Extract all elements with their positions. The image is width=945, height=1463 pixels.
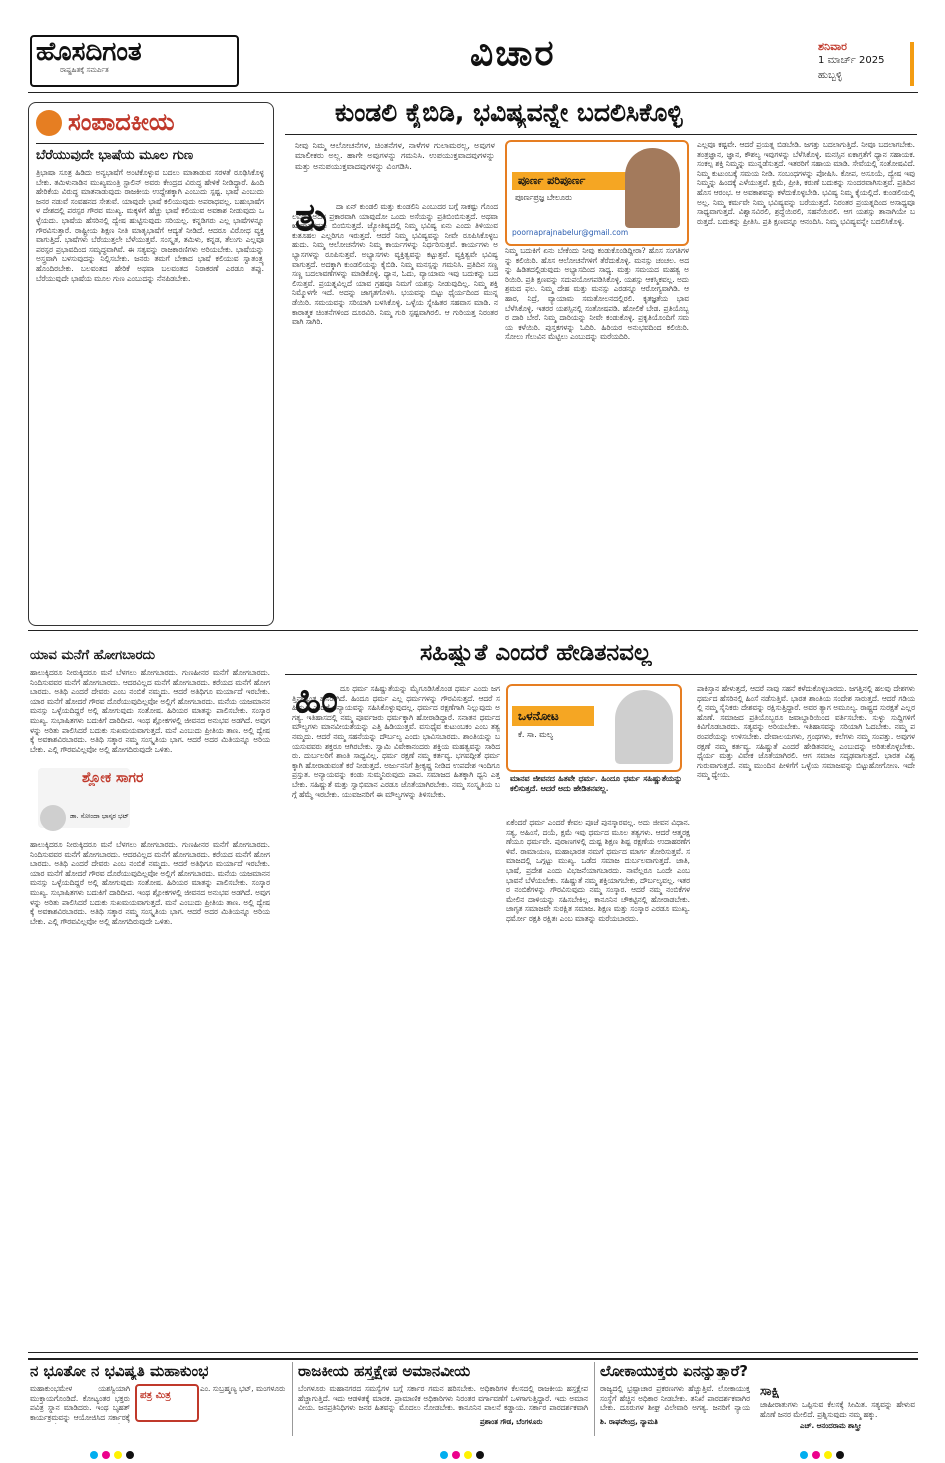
letter2-author: ಪ್ರಶಾಂತ ಗೌಡ, ಬೆಂಗಳೂರು bbox=[480, 1418, 543, 1426]
section-title: ವಿಚಾರ bbox=[470, 33, 556, 74]
registration-dots-center bbox=[440, 1444, 488, 1463]
editorial-headline: ಬೆರೆಯುವುದೇ ಭಾಷೆಯ ಮೂಲ ಗುಣ bbox=[36, 148, 194, 163]
date-full: 1 ಮಾರ್ಚ್ 2025 bbox=[818, 55, 885, 66]
saakshi-body: ಜಾಹೀರಾತುಗಳು ಒಪ್ಪಿಸುವ ಕೆಲಸಕ್ಕೆ ಸೀಮಿತ. ಸತ್ಯವನ್ನು ಹೇಳುವ ಹೊಣೆ ಜನರ ಮೇಲಿದೆ. ಪ್ರಶ್ನಿಸುವುದು ನಮ್ಮ ಹಕ್ಕು. bbox=[760, 1400, 915, 1419]
article1-body-col1: ದಾ ಏನ್ ಕುಂಡಲಿ ಮತ್ತು ಕುಂಡಲಿನಿ ಎಂಬುದರ ಬಗ್ಗೆ ಸಾಕಷ್ಟು ಗೊಂದಲವಿದೆ. ಅದರ ಪ್ರಕಾರವಾಗಿ ಯಾವುದೋ ಒಂದು ಅಸೆಯನ್ನು ಪ್ರತಿಬಿಂಬಿಸುತ್ತದೆ. ಅಥವಾ ಋಣಾತ್ಮಕವನ್ನು ಬಿಂಬಿಸುತ್ತದೆ. ಜ್ಯೋತಿಷ್ಯದಲ್ಲಿ ನಿಮ್ಮ ಭವಿಷ್ಯ ಏನು ಎಂದು ತಿಳಿಯುವ ಕುತೂಹಲ ಎಲ್ಲರಿಗೂ ಇರುತ್ತದೆ. ಆದರೆ ನಿಮ್ಮ ಭವಿಷ್ಯವನ್ನು ನೀವೇ ರೂಪಿಸಿಕೊಳ್ಳಬಹುದು. ನಿಮ್ಮ ಆಲೋಚನೆಗಳು ನಿಮ್ಮ ಕಾರ್ಯಗಳನ್ನು ನಿರ್ಧರಿಸುತ್ತವೆ. ಕಾರ್ಯಗಳು ಅಭ್ಯಾಸಗಳನ್ನು ರೂಪಿಸುತ್ತವೆ. ಅಭ್ಯಾಸಗಳು ವ್ಯಕ್ತಿತ್ವವನ್ನು ಕಟ್ಟುತ್ತವೆ. ವ್ಯಕ್ತಿತ್ವವೇ ಭವಿಷ್ಯವಾಗುತ್ತದೆ. ಅದಕ್ಕಾಗಿ ಕುಂಡಲಿಯನ್ನು ಕೈಬಿಡಿ. ನಿಮ್ಮ ಮನಸ್ಸನ್ನು ಗಮನಿಸಿ. ಪ್ರತಿದಿನ ಸಣ್ಣ ಸಣ್ಣ ಬದಲಾವಣೆಗಳನ್ನು ಮಾಡಿಕೊಳ್ಳಿ. ಧ್ಯಾನ, ಓದು, ವ್ಯಾಯಾಮ ಇವು ಬದುಕನ್ನು ಬದಲಿಸುತ್ತವೆ. ಪ್ರಯತ್ನವಿಲ್ಲದೆ ಯಾವ ಗ್ರಹವೂ ನಿಮಗೆ ಯಶಸ್ಸು ನೀಡುವುದಿಲ್ಲ. ನಿಮ್ಮ ಶಕ್ತಿ ನಿಮ್ಮೊಳಗೇ ಇದೆ. ಅದನ್ನು ಜಾಗೃತಗೊಳಿಸಿ. ಭಯವನ್ನು ಬಿಟ್ಟು ಧೈರ್ಯದಿಂದ ಮುನ್ನಡೆಯಿರಿ. ಸಮಯವನ್ನು ಸರಿಯಾಗಿ ಬಳಸಿಕೊಳ್ಳಿ. ಒಳ್ಳೆಯ ಸ್ನೇಹಿತರ ಸಹವಾಸ ಮಾಡಿ. ನಕಾರಾತ್ಮಕ ಚಿಂತನೆಗಳಿಂದ ದೂರವಿರಿ. ನಿಮ್ಮ ಗುರಿ ಸ್ಪಷ್ಟವಾಗಿರಲಿ. ಆ ಗುರಿಯತ್ತ ನಿರಂತರವಾಗಿ ಸಾಗಿರಿ. bbox=[292, 202, 498, 327]
date-place: ಹುಬ್ಬಳ್ಳಿ bbox=[818, 70, 843, 81]
article1-author: ಪೂರ್ಣಪ್ರಜ್ಞ ಬೇಲೂರು bbox=[515, 193, 572, 202]
letter1-author: ಎಂ. ಸುಬ್ರಹ್ಮಣ್ಯ ಭಟ್, ಮಂಗಳೂರು bbox=[200, 1384, 286, 1393]
shloka-label: ಶ್ಲೋಕ ಸಾಗರ bbox=[82, 770, 144, 786]
letter2-headline: ರಾಜಕೀಯ ಹಸ್ತಕ್ಷೇಪ ಅಮಾನವೀಯ bbox=[298, 1362, 471, 1380]
editorial-rule bbox=[36, 143, 264, 144]
article1-body-col3: ಎಲ್ಲವೂ ಕಷ್ಟವೇ. ಆದರೆ ಪ್ರಯತ್ನ ಬಿಡಬೇಡಿ. ಜಗತ್ತು ಬದಲಾಗುತ್ತಿದೆ. ನೀವೂ ಬದಲಾಗಬೇಕು. ತಂತ್ರಜ್ಞಾನ, ಜ್ಞಾನ, ಕೌಶಲ್ಯ ಇವುಗಳನ್ನು ಬೆಳೆಸಿಕೊಳ್ಳಿ. ಮನಸ್ಸಿನ ಏಕಾಗ್ರತೆಗೆ ಧ್ಯಾನ ಸಹಾಯಕ. ಸಂಕಲ್ಪ ಶಕ್ತಿ ನಿಮ್ಮನ್ನು ಮುನ್ನಡೆಸುತ್ತದೆ. ಇತರರಿಗೆ ಸಹಾಯ ಮಾಡಿ. ಸೇವೆಯಲ್ಲಿ ಸಂತೋಷವಿದೆ. ನಿಮ್ಮ ಕುಟುಂಬಕ್ಕೆ ಸಮಯ ನೀಡಿ. ಸಂಬಂಧಗಳನ್ನು ಪೋಷಿಸಿ. ಕೋಪ, ಅಸೂಯೆ, ದ್ವೇಷ ಇವು ನಿಮ್ಮನ್ನು ಹಿಂದಕ್ಕೆ ಎಳೆಯುತ್ತವೆ. ಕ್ಷಮೆ, ಪ್ರೀತಿ, ಕರುಣೆ ಬದುಕನ್ನು ಸುಂದರವಾಗಿಸುತ್ತವೆ. ಪ್ರತಿದಿನ ಹೊಸ ಆರಂಭ. ಆ ಅವಕಾಶವನ್ನು ಕಳೆದುಕೊಳ್ಳಬೇಡಿ. ಭವಿಷ್ಯ ನಿಮ್ಮ ಕೈಯಲ್ಲಿದೆ. ಕುಂಡಲಿಯಲ್ಲಿ ಅಲ್ಲ. ನಿಮ್ಮ ಕರ್ಮವೇ ನಿಮ್ಮ ಭವಿಷ್ಯವನ್ನು ಬರೆಯುತ್ತದೆ. ನಿರಂತರ ಪ್ರಯತ್ನದಿಂದ ಅಸಾಧ್ಯವೂ ಸಾಧ್ಯವಾಗುತ್ತದೆ. ವಿಶ್ವಾಸವಿರಲಿ, ಶ್ರದ್ಧೆಯಿರಲಿ, ಸಹನೆಯಿರಲಿ. ಆಗ ಯಶಸ್ಸು ತಾನಾಗಿಯೇ ಬರುತ್ತದೆ. ಬದುಕನ್ನು ಪ್ರೀತಿಸಿ. ಪ್ರತಿ ಕ್ಷಣವನ್ನೂ ಆನಂದಿಸಿ. ನಿಮ್ಮ ಭವಿಷ್ಯವನ್ನೇ ಬದಲಿಸಿಕೊಳ್ಳಿ. bbox=[697, 140, 915, 226]
article2-body-col2: ಏಕೆಂದರೆ ಧರ್ಮ ಎಂದರೆ ಕೇವಲ ಪೂಜೆ ಪುನಸ್ಕಾರವಲ್ಲ. ಅದು ಜೀವನ ವಿಧಾನ. ಸತ್ಯ, ಅಹಿಂಸೆ, ದಯೆ, ಕ್ಷಮೆ ಇವು ಧರ್ಮದ ಮೂಲ ತತ್ವಗಳು. ಆದರೆ ಆತ್ಮರಕ್ಷಣೆಯೂ ಧರ್ಮವೇ. ಪುರಾಣಗಳಲ್ಲಿ ದುಷ್ಟ ಶಿಕ್ಷಣ ಶಿಷ್ಟ ರಕ್ಷಣೆಯ ಉದಾಹರಣೆಗಳಿವೆ. ರಾಮಾಯಣ, ಮಹಾಭಾರತ ನಮಗೆ ಧರ್ಮದ ಮಾರ್ಗ ತೋರಿಸುತ್ತವೆ. ಸಮಾಜದಲ್ಲಿ ಒಗ್ಗಟ್ಟು ಮುಖ್ಯ. ಒಡೆದ ಸಮಾಜ ದುರ್ಬಲವಾಗುತ್ತದೆ. ಜಾತಿ, ಭಾಷೆ, ಪ್ರದೇಶ ಎಂದು ವಿಭಜನೆಯಾಗಬಾರದು. ನಾವೆಲ್ಲರೂ ಒಂದೇ ಎಂಬ ಭಾವನೆ ಬೆಳೆಯಬೇಕು. ಸಹಿಷ್ಣುತೆ ನಮ್ಮ ಶಕ್ತಿಯಾಗಬೇಕು, ದೌರ್ಬಲ್ಯವಲ್ಲ. ಇತರರ ನಂಬಿಕೆಗಳನ್ನು ಗೌರವಿಸುವುದು ನಮ್ಮ ಸಂಸ್ಕಾರ. ಆದರೆ ನಮ್ಮ ನಂಬಿಕೆಗಳ ಮೇಲಿನ ದಾಳಿಯನ್ನು ಸಹಿಸಬೇಕಿಲ್ಲ. ಕಾನೂನಿನ ಚೌಕಟ್ಟಿನಲ್ಲಿ ಹೋರಾಡಬೇಕು. ಜಾಗೃತ ಸಮಾಜವೇ ಸುರಕ್ಷಿತ ಸಮಾಜ. ಶಿಕ್ಷಣ ಮತ್ತು ಸಂಸ್ಕಾರ ಎರಡೂ ಮುಖ್ಯ. ಧರ್ಮೋ ರಕ್ಷತಿ ರಕ್ಷಿತಃ ಎಂಬ ಮಾತನ್ನು ಮರೆಯಬಾರದು. bbox=[506, 818, 690, 923]
editorial-body: ತ್ರಿಭಾಷಾ ಸೂತ್ರ ಹಿಡಿದು ಅನ್ಯಭಾಷೆಗೆ ಅಂಟಿಕೊಳ್ಳುವ ಬದಲು ಮಾತಾಡುವ ಸರಳತೆ ರೂಢಿಸಿಕೊಳ್ಳಬೇಕು. ತಮಿಳುನಾಡಿನ ಮುಖ್ಯಮಂತ್ರಿ ಸ್ಟಾಲಿನ್ ಅವರು ಕೇಂದ್ರದ ವಿರುದ್ಧ ಹೇಳಿಕೆ ನೀಡಿದ್ದಾರೆ. ಹಿಂದಿ ಹೇರಿಕೆಯ ವಿರುದ್ಧ ಮಾತನಾಡುವುದು ರಾಜಕೀಯ ಉದ್ದೇಶಕ್ಕಾಗಿ ಎಂಬುದು ಸ್ಪಷ್ಟ. ಭಾಷೆ ಎಂಬುದು ಜನರ ನಡುವೆ ಸಂವಹನದ ಸೇತುವೆ. ಯಾವುದೇ ಭಾಷೆ ಕಲಿಯುವುದು ಅಪರಾಧವಲ್ಲ. ಬಹುಭಾಷೆಗಳ ದೇಶದಲ್ಲಿ ಪರಸ್ಪರ ಗೌರವ ಮುಖ್ಯ. ಮಕ್ಕಳಿಗೆ ಹೆಚ್ಚು ಭಾಷೆ ಕಲಿಯುವ ಅವಕಾಶ ನೀಡುವುದು ಒಳ್ಳೆಯದು. ಭಾಷೆಯ ಹೆಸರಿನಲ್ಲಿ ದ್ವೇಷ ಹುಟ್ಟಿಸುವುದು ಸರಿಯಲ್ಲ. ಕನ್ನಡಿಗರು ಎಲ್ಲ ಭಾಷೆಗಳನ್ನೂ ಗೌರವಿಸುತ್ತಾರೆ. ರಾಷ್ಟ್ರೀಯ ಶಿಕ್ಷಣ ನೀತಿ ಮಾತೃಭಾಷೆಗೆ ಆದ್ಯತೆ ನೀಡಿದೆ. ಆದರೂ ವಿರೋಧ ವ್ಯಕ್ತವಾಗುತ್ತಿದೆ. ಭಾಷೆಗಳು ಬೆರೆಯುತ್ತಲೇ ಬೆಳೆಯುತ್ತವೆ. ಸಂಸ್ಕೃತ, ತಮಿಳು, ಕನ್ನಡ, ತೆಲುಗು ಎಲ್ಲವೂ ಪರಸ್ಪರ ಪ್ರಭಾವದಿಂದ ಸಮೃದ್ಧವಾಗಿವೆ. ಈ ಸತ್ಯವನ್ನು ರಾಜಕಾರಣಿಗಳು ಅರಿಯಬೇಕು. ಭಾಷೆಯನ್ನು ಅಸ್ತ್ರವಾಗಿ ಬಳಸುವುದನ್ನು ನಿಲ್ಲಿಸಬೇಕು. ಜನರು ತಮಗೆ ಬೇಕಾದ ಭಾಷೆ ಕಲಿಯುವ ಸ್ವಾತಂತ್ರ್ಯ ಹೊಂದಿರಬೇಕು. ಬಲವಂತದ ಹೇರಿಕೆ ಅಥವಾ ಬಲವಂತದ ನಿರಾಕರಣೆ ಎರಡೂ ತಪ್ಪು. ಬೆರೆಯುವುದೇ ಭಾಷೆಯ ಮೂಲ ಗುಣ ಎಂಬುದನ್ನು ನೆನಪಿಡಬೇಕು. bbox=[36, 168, 264, 283]
newspaper-logo: ಹೊಸದಿಗಂತ bbox=[36, 37, 142, 67]
registration-dots-right bbox=[800, 1444, 848, 1463]
letter2-body: ಬೆಂಗಳೂರು ಮಹಾನಗರದ ಸಮಸ್ಯೆಗಳ ಬಗ್ಗೆ ಸರ್ಕಾರ ಗಮನ ಹರಿಸಬೇಕು. ಅಧಿಕಾರಿಗಳ ಕೆಲಸದಲ್ಲಿ ರಾಜಕೀಯ ಹಸ್ತಕ್ಷೇಪ ಹೆಚ್ಚಾಗುತ್ತಿದೆ. ಇದು ಆಡಳಿತಕ್ಕೆ ಮಾರಕ. ಪ್ರಾಮಾಣಿಕ ಅಧಿಕಾರಿಗಳು ನಿರಂತರ ವರ್ಗಾವಣೆಗೆ ಒಳಗಾಗುತ್ತಿದ್ದಾರೆ. ಇದು ಅಮಾನವೀಯ. ಜನಪ್ರತಿನಿಧಿಗಳು ಜನರ ಹಿತವನ್ನು ಮೊದಲು ನೋಡಬೇಕು. ಕಾನೂನಿನ ಪಾಲನೆ ಕಡ್ಡಾಯ. ಸರ್ಕಾರ ಪಾರದರ್ಶಕವಾಗಿ bbox=[298, 1384, 588, 1413]
article2-rule bbox=[285, 674, 917, 675]
letter1-body: ಮಹಾಕುಂಭಮೇಳ ಯಶಸ್ವಿಯಾಗಿ ಮುಕ್ತಾಯಗೊಂಡಿದೆ. ಕೋಟ್ಯಂತರ ಭಕ್ತರು ಪವಿತ್ರ ಸ್ನಾನ ಮಾಡಿದರು. ಇಂಥ ಬೃಹತ್ ಕಾರ್ಯಕ್ರಮವನ್ನು ಆಯೋಜಿಸಿದ ಸರ್ಕಾರಕ್ಕೆ bbox=[30, 1384, 130, 1422]
shloka-author: ಡಾ. ಸೋಂದಾ ಭಾಸ್ಕರ ಭಟ್ bbox=[70, 812, 129, 820]
date-day: ಶನಿವಾರ bbox=[818, 40, 847, 53]
article2-column-label: ಒಳನೋಟ bbox=[512, 706, 594, 726]
logo-tagline: ರಾಷ್ಟ್ರಹಿತಕ್ಕೆ ಸಮರ್ಪಿತ bbox=[60, 66, 109, 74]
article2-body-col3: ಪಾಕಿಸ್ತಾನ ಹೇಳುತ್ತದೆ, ಆದರೆ ನಾವು ಸಹನೆ ಕಳೆದುಕೊಳ್ಳಬಾರದು. ಜಗತ್ತಿನಲ್ಲಿ ಹಲವು ದೇಶಗಳು ಧರ್ಮದ ಹೆಸರಿನಲ್ಲಿ ಹಿಂಸೆ ನಡೆಸುತ್ತಿವೆ. ಭಾರತ ಶಾಂತಿಯ ಸಂದೇಶ ಸಾರುತ್ತದೆ. ಆದರೆ ಗಡಿಯಲ್ಲಿ ನಮ್ಮ ಸೈನಿಕರು ದೇಶವನ್ನು ರಕ್ಷಿಸುತ್ತಿದ್ದಾರೆ. ಅವರ ತ್ಯಾಗ ಅಮೂಲ್ಯ. ರಾಷ್ಟ್ರದ ಸುರಕ್ಷತೆ ಎಲ್ಲರ ಹೊಣೆ. ಸಮಾಜದ ಪ್ರತಿಯೊಬ್ಬರೂ ಜವಾಬ್ದಾರಿಯಿಂದ ವರ್ತಿಸಬೇಕು. ಸುಳ್ಳು ಸುದ್ದಿಗಳಿಗೆ ಕಿವಿಗೊಡಬಾರದು. ಸತ್ಯವನ್ನು ಅರಿಯಬೇಕು. ಇತಿಹಾಸವನ್ನು ಸರಿಯಾಗಿ ಓದಬೇಕು. ನಮ್ಮ ಪರಂಪರೆಯನ್ನು ಉಳಿಸಬೇಕು. ದೇವಾಲಯಗಳು, ಗ್ರಂಥಗಳು, ಕಲೆಗಳು ನಮ್ಮ ಸಂಪತ್ತು. ಅವುಗಳ ರಕ್ಷಣೆ ನಮ್ಮ ಕರ್ತವ್ಯ. ಸಹಿಷ್ಣುತೆ ಎಂದರೆ ಹೇಡಿತನವಲ್ಲ ಎಂಬುದನ್ನು ಅರಿತುಕೊಳ್ಳಬೇಕು. ಧೈರ್ಯ ಮತ್ತು ವಿವೇಕ ಜೊತೆಯಾಗಿರಲಿ. ಆಗ ಸಮಾಜ ಸದೃಢವಾಗುತ್ತದೆ. ಭಾರತ ವಿಶ್ವಗುರುವಾಗುತ್ತದೆ. ನಮ್ಮ ಮುಂದಿನ ಪೀಳಿಗೆಗೆ ಒಳ್ಳೆಯ ಸಮಾಜವನ್ನು ಬಿಟ್ಟುಹೋಗೋಣ. ಇದೇ ನಮ್ಮ ಧ್ಯೇಯ. bbox=[697, 684, 915, 780]
article2-body-col1: ದೂ ಧರ್ಮ ಸಹಿಷ್ಣುತೆಯನ್ನು ಮೈಗೂಡಿಸಿಕೊಂಡ ಧರ್ಮ ಎಂದು ಜಗತ್ತಿನಾದ್ಯಂತ ಹೆಸರಾಗಿದೆ. ಹಿಂದೂ ಧರ್ಮ ಎಲ್ಲ ಧರ್ಮಗಳನ್ನು ಗೌರವಿಸುತ್ತದೆ. ಆದರೆ ಸಹಿಷ್ಣುತೆ ಎಂದರೆ ಅನ್ಯಾಯವನ್ನು ಸಹಿಸಿಕೊಳ್ಳುವುದಲ್ಲ. ಧರ್ಮದ ರಕ್ಷಣೆಗಾಗಿ ನಿಲ್ಲುವುದು ಅಗತ್ಯ. ಇತಿಹಾಸದಲ್ಲಿ ನಮ್ಮ ಪೂರ್ವಜರು ಧರ್ಮಕ್ಕಾಗಿ ಹೋರಾಡಿದ್ದಾರೆ. ಸನಾತನ ಧರ್ಮದ ಮೌಲ್ಯಗಳು ಮಾನವೀಯತೆಯನ್ನು ಎತ್ತಿ ಹಿಡಿಯುತ್ತವೆ. ವಸುಧೈವ ಕುಟುಂಬಕಂ ಎಂಬ ತತ್ವ ನಮ್ಮದು. ಆದರೆ ನಮ್ಮ ಸಹನೆಯನ್ನು ದೌರ್ಬಲ್ಯ ಎಂದು ಭಾವಿಸಬಾರದು. ಶಾಂತಿಯನ್ನು ಬಯಸುವವರು ಶಕ್ತರೂ ಆಗಿರಬೇಕು. ಸ್ವಾಮಿ ವಿವೇಕಾನಂದರು ಶಕ್ತಿಯ ಮಹತ್ವವನ್ನು ಸಾರಿದರು. ದುರ್ಬಲರಿಗೆ ಶಾಂತಿ ಸಾಧ್ಯವಿಲ್ಲ. ಧರ್ಮ ರಕ್ಷಣೆ ನಮ್ಮ ಕರ್ತವ್ಯ. ಭಗವದ್ಗೀತೆ ಧರ್ಮಕ್ಕಾಗಿ ಹೋರಾಡುವಂತೆ ಕರೆ ನೀಡುತ್ತದೆ. ಅರ್ಜುನನಿಗೆ ಶ್ರೀಕೃಷ್ಣ ನೀಡಿದ ಉಪದೇಶ ಇಂದಿಗೂ ಪ್ರಸ್ತುತ. ಅನ್ಯಾಯವನ್ನು ಕಂಡು ಸುಮ್ಮನಿರುವುದು ಪಾಪ. ಸಮಾಜದ ಹಿತಕ್ಕಾಗಿ ಧ್ವನಿ ಎತ್ತಬೇಕು. ಸಹಿಷ್ಣುತೆ ಮತ್ತು ಸ್ವಾಭಿಮಾನ ಎರಡೂ ಜೊತೆಯಾಗಿರಬೇಕು. ನಮ್ಮ ಸಂಸ್ಕೃತಿಯ ಬಗ್ಗೆ ಹೆಮ್ಮೆ ಇರಬೇಕು. ಯುವಜನರಿಗೆ ಈ ಮೌಲ್ಯಗಳನ್ನು ತಿಳಿಸಬೇಕು. bbox=[292, 684, 500, 799]
article2-author-photo bbox=[615, 690, 673, 764]
editorial-logo-icon bbox=[36, 110, 62, 136]
letters-divider-2 bbox=[594, 1362, 595, 1436]
article1-column-label: ಪೂರ್ಣ ಪರಿಪೂರ್ಣ bbox=[512, 172, 628, 190]
saakshi-label: ಸಾಕ್ಷಿ bbox=[760, 1384, 780, 1399]
letter3-author: ಶಿ. ರಾಘವೇಂದ್ರ, ನ್ಯಾಮತಿ bbox=[600, 1418, 658, 1426]
article2-author: ಕೆ. ಸಾ. ಮಲ್ಯ bbox=[518, 730, 554, 739]
author-photo bbox=[625, 148, 680, 228]
article1-dropcap: ತು bbox=[295, 195, 328, 239]
article1-rule bbox=[285, 134, 917, 135]
article1-email: poornaprajnabelur@gmail.com bbox=[512, 228, 629, 237]
shloka-author-photo bbox=[40, 805, 66, 831]
mid-rule-1 bbox=[28, 630, 918, 631]
letter3-body: ರಾಜ್ಯದಲ್ಲಿ ಭ್ರಷ್ಟಾಚಾರ ಪ್ರಕರಣಗಳು ಹೆಚ್ಚುತ್ತಿವೆ. ಲೋಕಾಯುಕ್ತ ಸಂಸ್ಥೆಗೆ ಹೆಚ್ಚಿನ ಅಧಿಕಾರ ನೀಡಬೇಕು. ತನಿಖೆ ಪಾರದರ್ಶಕವಾಗಿರಬೇಕು. ದೂರುಗಳ ಶೀಘ್ರ ವಿಲೇವಾರಿ ಅಗತ್ಯ. ಜನರಿಗೆ ನ್ಯಾಯ bbox=[600, 1384, 750, 1413]
shloka-body-top: ಹಾಲುಕ್ಕಿದರೂ ನೀರುಕ್ಕಿದರೂ ಮನೆ ಬೆಳಗಲು ಹೋಗಬಾರದು. ಗುಣಹೀನರ ಮನೆಗೆ ಹೋಗಬಾರದು. ನಿಂದಿಸುವವರ ಮನೆಗೆ ಹೋಗಬಾರದು. ಆದರವಿಲ್ಲದ ಮನೆಗೆ ಹೋಗಬಾರದು. ಕರೆಯದ ಮನೆಗೆ ಹೋಗಬಾರದು. ಅತಿಥಿ ಎಂದರೆ ದೇವರು ಎಂಬ ನಂಬಿಕೆ ನಮ್ಮದು. ಆದರೆ ಅತಿಥಿಗೂ ಮರ್ಯಾದೆ ಇರಬೇಕು. ಯಾರ ಮನೆಗೆ ಹೋದರೆ ಗೌರವ ದೊರೆಯುವುದಿಲ್ಲವೋ ಅಲ್ಲಿಗೆ ಹೋಗಬಾರದು. ಮನೆಯ ಯಜಮಾನನ ಮನಸ್ಸು ಒಳ್ಳೆಯದಿದ್ದರೆ ಅಲ್ಲಿ ಹೋಗುವುದು ಸಂತೋಷ. ಹಿರಿಯರ ಮಾತನ್ನು ಪಾಲಿಸಬೇಕು. ಸಂಸ್ಕಾರ ಮುಖ್ಯ. ಸುಭಾಷಿತಗಳು ಬದುಕಿಗೆ ದಾರಿದೀಪ. ಇಂಥ ಶ್ಲೋಕಗಳಲ್ಲಿ ಜೀವನದ ಅನುಭವ ಅಡಗಿದೆ. ಅವುಗಳನ್ನು ಅರಿತು ಪಾಲಿಸಿದರೆ ಬದುಕು ಸುಖಮಯವಾಗುತ್ತದೆ. ಮನೆ ಎಂಬುದು ಪ್ರೀತಿಯ ತಾಣ. ಅಲ್ಲಿ ದ್ವೇಷಕ್ಕೆ ಅವಕಾಶವಿರಬಾರದು. ಅತಿಥಿ ಸತ್ಕಾರ ನಮ್ಮ ಸಂಸ್ಕೃತಿಯ ಭಾಗ. ಆದರೆ ಅದರ ಮಿತಿಯನ್ನೂ ಅರಿಯಬೇಕು. ಎಲ್ಲಿ ಗೌರವವಿಲ್ಲವೋ ಅಲ್ಲಿ ಹೋಗದಿರುವುದೇ ಒಳಿತು. bbox=[30, 668, 270, 754]
article2-dropcap: ಹಿಂ bbox=[295, 677, 338, 721]
masthead bbox=[0, 0, 945, 96]
editorial-label: ಸಂಪಾದಕೀಯ bbox=[68, 108, 175, 136]
letter3-headline: ಲೋಕಾಯುಕ್ತರು ಏನನ್ನುತ್ತಾರೆ? bbox=[600, 1362, 748, 1380]
registration-dots-left bbox=[90, 1444, 138, 1463]
article2-headline: ಸಹಿಷ್ಣುತೆ ಎಂದರೆ ಹೇಡಿತನವಲ್ಲ bbox=[420, 640, 652, 666]
article1-intro: ನೀವು ನಿಮ್ಮ ಆಲೋಚನೆಗಳ, ಚಿಂತನೆಗಳ, ನಾಳೆಗಳ ಗುಲಾಮರಲ್ಲ, ಅವುಗಳ ಮಾಲೀಕರು ಅಲ್ಲ. ಹಾಗೇ ಅವುಗಳನ್ನು ಗಮನಿಸಿ. ಉಪಯುಕ್ತವಾದವುಗಳನ್ನು ಮತ್ತು ಅನುಪಯುಕ್ತವಾದವುಗಳನ್ನು ವಿಂಗಡಿಸಿ. bbox=[295, 140, 495, 171]
shloka-body: ಹಾಲುಕ್ಕಿದರೂ ನೀರುಕ್ಕಿದರೂ ಮನೆ ಬೆಳಗಲು ಹೋಗಬಾರದು. ಗುಣಹೀನರ ಮನೆಗೆ ಹೋಗಬಾರದು. ನಿಂದಿಸುವವರ ಮನೆಗೆ ಹೋಗಬಾರದು. ಆದರವಿಲ್ಲದ ಮನೆಗೆ ಹೋಗಬಾರದು. ಕರೆಯದ ಮನೆಗೆ ಹೋಗಬಾರದು. ಅತಿಥಿ ಎಂದರೆ ದೇವರು ಎಂಬ ನಂಬಿಕೆ ನಮ್ಮದು. ಆದರೆ ಅತಿಥಿಗೂ ಮರ್ಯಾದೆ ಇರಬೇಕು. ಯಾರ ಮನೆಗೆ ಹೋದರೆ ಗೌರವ ದೊರೆಯುವುದಿಲ್ಲವೋ ಅಲ್ಲಿಗೆ ಹೋಗಬಾರದು. ಮನೆಯ ಯಜಮಾನನ ಮನಸ್ಸು ಒಳ್ಳೆಯದಿದ್ದರೆ ಅಲ್ಲಿ ಹೋಗುವುದು ಸಂತೋಷ. ಹಿರಿಯರ ಮಾತನ್ನು ಪಾಲಿಸಬೇಕು. ಸಂಸ್ಕಾರ ಮುಖ್ಯ. ಸುಭಾಷಿತಗಳು ಬದುಕಿಗೆ ದಾರಿದೀಪ. ಇಂಥ ಶ್ಲೋಕಗಳಲ್ಲಿ ಜೀವನದ ಅನುಭವ ಅಡಗಿದೆ. ಅವುಗಳನ್ನು ಅರಿತು ಪಾಲಿಸಿದರೆ ಬದುಕು ಸುಖಮಯವಾಗುತ್ತದೆ. ಮನೆ ಎಂಬುದು ಪ್ರೀತಿಯ ತಾಣ. ಅಲ್ಲಿ ದ್ವೇಷಕ್ಕೆ ಅವಕಾಶವಿರಬಾರದು. ಅತಿಥಿ ಸತ್ಕಾರ ನಮ್ಮ ಸಂಸ್ಕೃತಿಯ ಭಾಗ. ಆದರೆ ಅದರ ಮಿತಿಯನ್ನೂ ಅರಿಯಬೇಕು. ಎಲ್ಲಿ ಗೌರವವಿಲ್ಲವೋ ಅಲ್ಲಿ ಹೋಗದಿರುವುದೇ ಒಳಿತು. bbox=[30, 840, 270, 926]
date-accent-bar bbox=[910, 42, 914, 86]
saakshi-author: ಎಚ್. ಆನಂದರಾಮ ಶಾಸ್ತ್ರೀ bbox=[800, 1422, 861, 1430]
mid-rule-2 bbox=[28, 1352, 918, 1353]
letters-top-rule bbox=[28, 1358, 918, 1360]
article2-quote: ಮಾನವ ಜೀವನದ ಹಿತವೇ ಧರ್ಮ. ಹಿಂದೂ ಧರ್ಮ ಸಹಿಷ್ಣುತೆಯನ್ನು ಕಲಿಸುತ್ತದೆ. ಆದರೆ ಅದು ಹೇಡಿತನವಲ್ಲ. bbox=[510, 774, 682, 793]
letter1-headline: ನ ಭೂತೋ ನ ಭವಿಷ್ಯತಿ ಮಹಾಕುಂಭ bbox=[30, 1362, 209, 1380]
article1-body-col2: ನಿಮ್ಮ ಬದುಕಿಗೆ ಏನು ಬೇಕೆಂದು ನೀವು ಕಂಡುಕೊಂಡಿದ್ದೀರಾ? ಹೊಸ ಸಂಗತಿಗಳನ್ನು ಕಲಿಯಿರಿ. ಹೊಸ ಆಲೋಚನೆಗಳಿಗೆ ತೆರೆದುಕೊಳ್ಳಿ. ಮನಸ್ಸು ಚಂಚಲ. ಅದನ್ನು ಹಿಡಿತದಲ್ಲಿಡುವುದು ಅಭ್ಯಾಸದಿಂದ ಸಾಧ್ಯ. ಮತ್ತು ಸಮಯದ ಮಹತ್ವ ಅರಿಯಿರಿ. ಪ್ರತಿ ಕ್ಷಣವನ್ನು ಸದುಪಯೋಗಪಡಿಸಿಕೊಳ್ಳಿ. ಯಶಸ್ಸು ಆಕಸ್ಮಿಕವಲ್ಲ. ಅದು ಶ್ರಮದ ಫಲ. ನಿಮ್ಮ ದೇಹ ಮತ್ತು ಮನಸ್ಸು ಎರಡನ್ನೂ ಆರೋಗ್ಯವಾಗಿಡಿ. ಆಹಾರ, ನಿದ್ರೆ, ವ್ಯಾಯಾಮ ಸಮತೋಲನದಲ್ಲಿರಲಿ. ಕೃತಜ್ಞತೆಯ ಭಾವ ಬೆಳೆಸಿಕೊಳ್ಳಿ. ಇತರರ ಯಶಸ್ಸಿನಲ್ಲಿ ಸಂತೋಷಪಡಿ. ಹೋಲಿಕೆ ಬೇಡ. ಪ್ರತಿಯೊಬ್ಬರ ದಾರಿ ಬೇರೆ. ನಿಮ್ಮ ದಾರಿಯನ್ನು ನೀವೇ ಕಂಡುಕೊಳ್ಳಿ. ಪ್ರಕೃತಿಯೊಂದಿಗೆ ಸಮಯ ಕಳೆಯಿರಿ. ಪುಸ್ತಕಗಳನ್ನು ಓದಿರಿ. ಹಿರಿಯರ ಅನುಭವದಿಂದ ಕಲಿಯಿರಿ. ಸೋಲು ಗೆಲುವಿನ ಮೆಟ್ಟಿಲು ಎಂಬುದನ್ನು ಮರೆಯದಿರಿ. bbox=[505, 246, 689, 342]
article1-headline: ಕುಂಡಲಿ ಕೈಬಿಡಿ, ಭವಿಷ್ಯವನ್ನೇ ಬದಲಿಸಿಕೊಳ್ಳಿ bbox=[335, 98, 683, 127]
shloka-headline: ಯಾವ ಮನೆಗೆ ಹೋಗಬಾರದು bbox=[30, 648, 156, 663]
letters-divider-1 bbox=[292, 1362, 293, 1436]
patra-mitra-label: ಪತ್ರ ಮಿತ್ರ bbox=[140, 1390, 171, 1401]
masthead-rule bbox=[28, 92, 918, 93]
